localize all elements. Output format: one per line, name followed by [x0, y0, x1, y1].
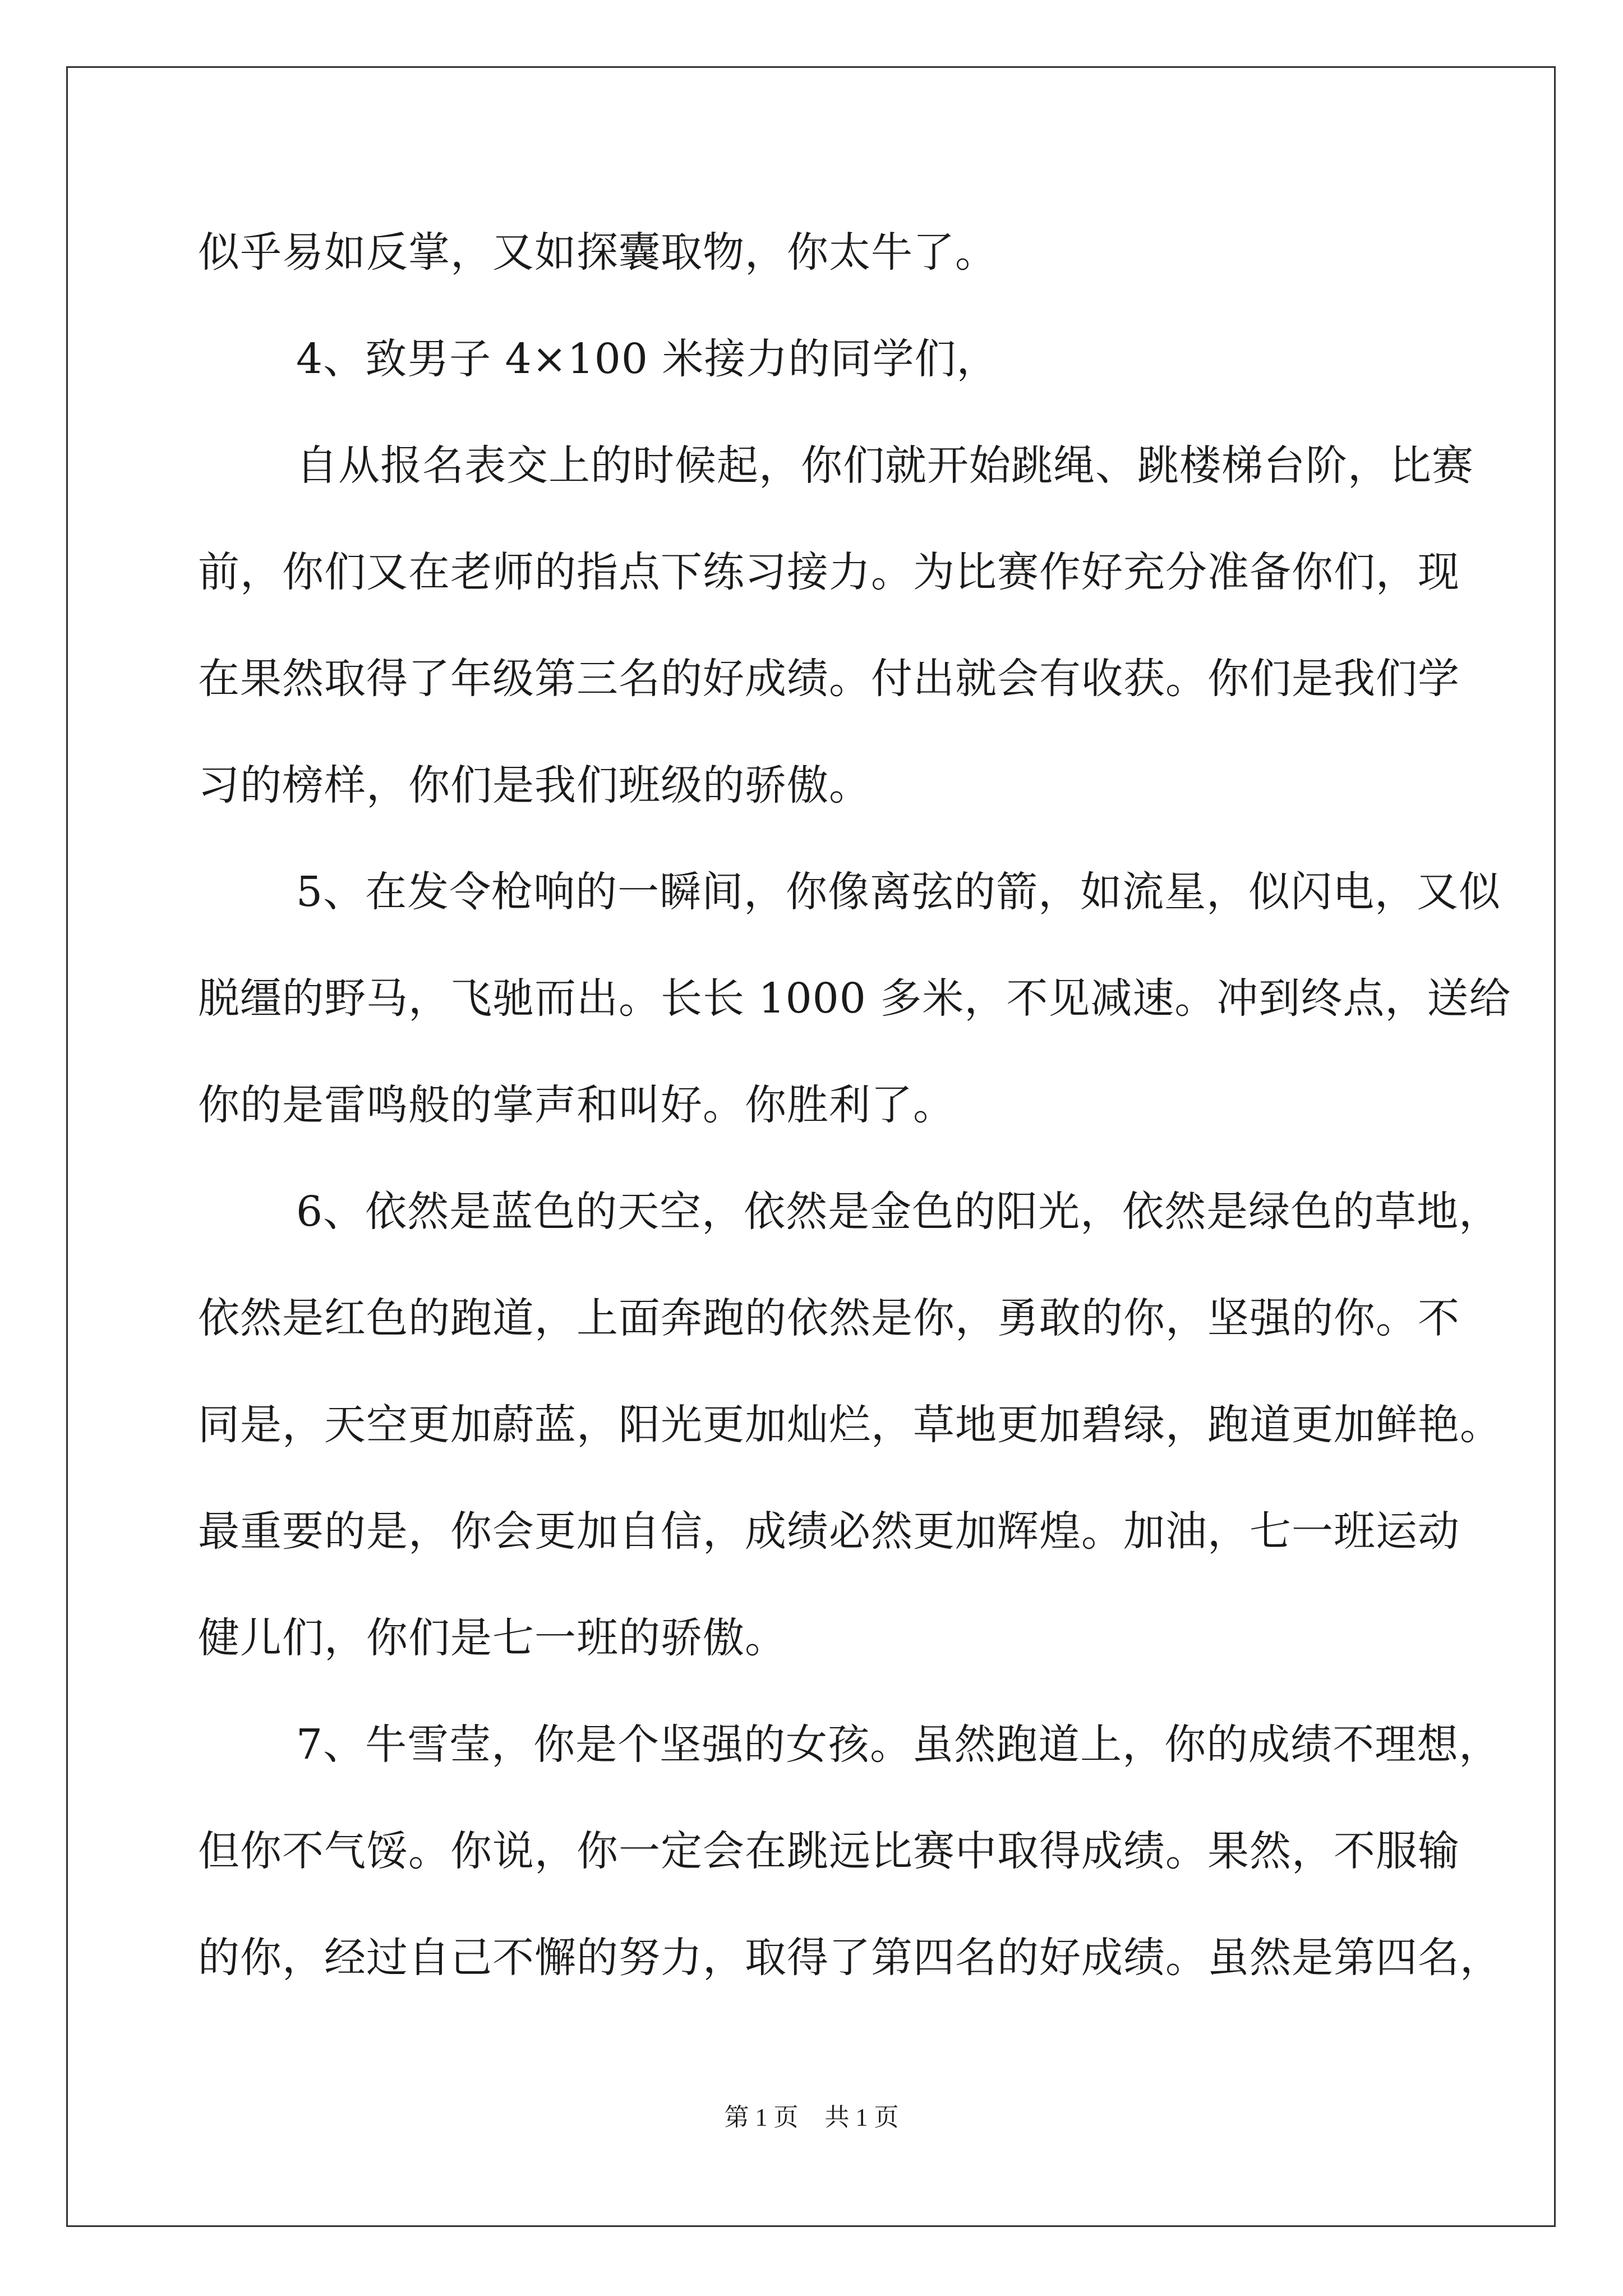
- text-line: 在果然取得了年级第三名的好成绩。付出就会有收获。你们是我们学: [198, 655, 1460, 703]
- text-line: 同是，天空更加蔚蓝，阳光更加灿烂，草地更加碧绿，跑道更加鲜艳。: [198, 1401, 1502, 1449]
- text-line: 自从报名表交上的时候起，你们就开始跳绳、跳楼梯台阶，比赛: [254, 441, 1474, 490]
- page-frame: [66, 66, 1556, 2227]
- text-line: 脱缰的野马，飞驰而出。长长 1000 多米，不见减速。冲到终点，送给: [198, 974, 1511, 1023]
- text-line: 6、依然是蓝色的天空，依然是金色的阳光，依然是绿色的草地，: [254, 1188, 1501, 1236]
- text-line: 的你，经过自己不懈的努力，取得了第四名的好成绩。虽然是第四名，: [198, 1934, 1502, 1982]
- text-line: 健儿们，你们是七一班的骄傲。: [198, 1614, 787, 1662]
- text-line: 你的是雷鸣般的掌声和叫好。你胜利了。: [198, 1081, 955, 1129]
- page-number: 第 1 页: [724, 2104, 799, 2131]
- page-footer: [0, 2097, 1623, 2133]
- text-line: 习的榜样，你们是我们班级的骄傲。: [198, 761, 871, 809]
- text-line: 5、在发令枪响的一瞬间，你像离弦的箭，如流星，似闪电，又似: [254, 868, 1501, 916]
- page-total: 共 1 页: [824, 2104, 899, 2131]
- text-line: 前，你们又在老师的指点下练习接力。为比赛作好充分准备你们，现: [198, 548, 1460, 596]
- text-line: 依然是红色的跑道，上面奔跑的依然是你，勇敢的你，坚强的你。不: [198, 1294, 1460, 1342]
- text-line: 4、致男子 4×100 米接力的同学们，: [254, 335, 999, 383]
- text-line: 但你不气馁。你说，你一定会在跳远比赛中取得成绩。果然，不服输: [198, 1827, 1460, 1875]
- text-line: 7、牛雪莹，你是个坚强的女孩。虽然跑道上，你的成绩不理想，: [254, 1720, 1501, 1769]
- text-line: 似乎易如反掌，又如探囊取物，你太牛了。: [198, 228, 997, 277]
- text-line: 最重要的是，你会更加自信，成绩必然更加辉煌。加油，七一班运动: [198, 1507, 1460, 1556]
